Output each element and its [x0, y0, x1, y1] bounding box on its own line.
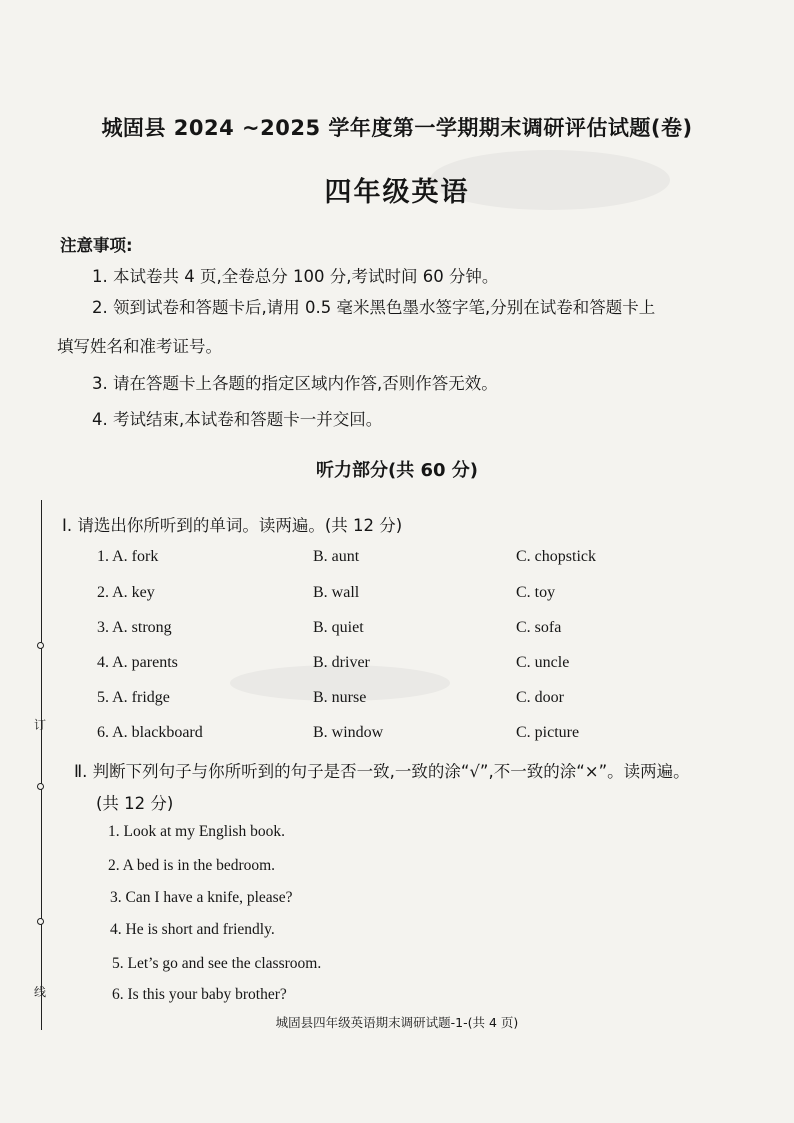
option-b: B. aunt — [313, 548, 360, 565]
sentence-item: 5. Let’s go and see the classroom. — [112, 955, 322, 972]
part2-heading: Ⅱ. 判断下列句子与你所听到的句子是否一致,一致的涂“√”,不一致的涂“×”。读两遍。 — [74, 762, 690, 781]
option-b: B. driver — [313, 654, 370, 671]
option-a: 5. A. fridge — [97, 689, 170, 706]
option-c: C. uncle — [516, 654, 570, 671]
question-row — [0, 654, 794, 678]
notice-heading: 注意事项: — [60, 236, 133, 255]
sentence-item: 6. Is this your baby brother? — [112, 986, 287, 1003]
binding-mark: 线 — [34, 985, 47, 999]
option-c: C. door — [516, 689, 564, 706]
option-b: B. quiet — [313, 619, 364, 636]
option-c: C. picture — [516, 724, 580, 741]
option-a: 4. A. parents — [97, 654, 178, 671]
part1-heading: Ⅰ. 请选出你所听到的单词。读两遍。(共 12 分) — [62, 516, 403, 535]
sentence-item: 2. A bed is in the bedroom. — [108, 857, 276, 874]
notice-item: 2. 领到试卷和答题卡后,请用 0.5 毫米黑色墨水签字笔,分别在试卷和答题卡上 — [92, 298, 656, 317]
exam-title: 城固县 2024 ~2025 学年度第一学期期末调研评估试题(卷) — [101, 116, 693, 140]
part2-score: (共 12 分) — [96, 794, 174, 813]
listening-section-heading: 听力部分(共 60 分) — [315, 460, 479, 481]
option-a: 3. A. strong — [97, 619, 172, 636]
notice-item: 3. 请在答题卡上各题的指定区域内作答,否则作答无效。 — [92, 374, 498, 393]
notice-item-continued: 填写姓名和准考证号。 — [57, 337, 222, 356]
option-c: C. toy — [516, 584, 556, 601]
sentence-item: 4. He is short and friendly. — [110, 921, 275, 938]
option-b: B. window — [313, 724, 384, 741]
option-b: B. nurse — [313, 689, 367, 706]
option-a: 2. A. key — [97, 584, 155, 601]
binding-line — [41, 500, 42, 1030]
option-a: 1. A. fork — [97, 548, 159, 565]
sentence-item: 3. Can I have a knife, please? — [110, 889, 293, 906]
binding-hole-icon — [37, 642, 44, 649]
question-row — [0, 724, 794, 748]
binding-hole-icon — [37, 783, 44, 790]
option-c: C. sofa — [516, 619, 562, 636]
option-a: 6. A. blackboard — [97, 724, 203, 741]
question-row — [0, 619, 794, 643]
notice-item: 4. 考试结束,本试卷和答题卡一并交回。 — [92, 410, 383, 429]
page-footer: 城固县四年级英语期末调研试题-1-(共 4 页) — [275, 1015, 519, 1030]
question-row — [0, 548, 794, 572]
binding-hole-icon — [37, 918, 44, 925]
option-c: C. chopstick — [516, 548, 596, 565]
exam-subtitle: 四年级英语 — [324, 177, 470, 208]
question-row — [0, 689, 794, 713]
question-row — [0, 584, 794, 608]
sentence-item: 1. Look at my English book. — [108, 823, 285, 840]
option-b: B. wall — [313, 584, 360, 601]
notice-item: 1. 本试卷共 4 页,全卷总分 100 分,考试时间 60 分钟。 — [92, 267, 499, 286]
binding-mark: 订 — [34, 718, 47, 732]
